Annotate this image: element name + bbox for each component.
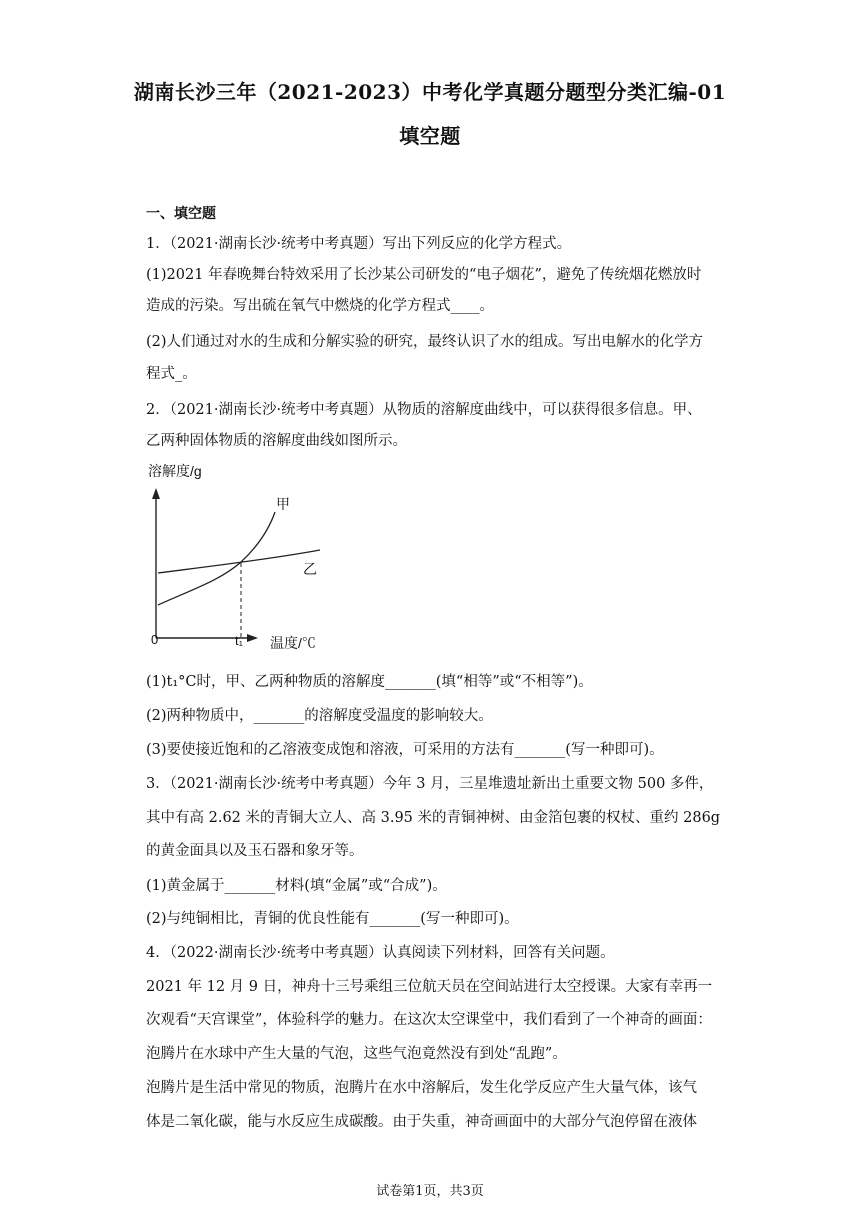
x-axis-label: 温度/℃ bbox=[270, 635, 316, 651]
text-line: (3)要使接近饱和的乙溶液变成饱和溶液，可采用的方法有_______(写一种即可)。 bbox=[146, 742, 664, 758]
text-line: 3．（2021·湖南长沙·统考中考真题）今年 3 月，三星堆遗址新出土重要文物 500 多件， bbox=[146, 776, 714, 792]
curve-jia bbox=[158, 512, 275, 605]
text-line: 次观看“天宫课堂”，体验科学的魅力。在这次太空课堂中，我们看到了一个神奇的画面： bbox=[146, 1012, 712, 1028]
y-axis-arrow bbox=[152, 488, 160, 499]
text-line: (2)两种物质中，_______的溶解度受温度的影响较大。 bbox=[146, 708, 493, 724]
y-axis-label: 溶解度/g bbox=[148, 463, 202, 479]
origin-label: 0 bbox=[151, 632, 159, 647]
solubility-curve-figure bbox=[146, 462, 326, 652]
text-line: 程式_。 bbox=[146, 366, 197, 382]
text-line: 泡腾片是生活中常见的物质，泡腾片在水中溶解后，发生化学反应产生大量气体，该气 bbox=[146, 1080, 697, 1096]
doc-title: 湖南长沙三年（2021-2023）中考化学真题分题型分类汇编-01 bbox=[133, 80, 727, 104]
x-axis-arrow bbox=[247, 634, 258, 642]
text-line: 体是二氧化碳，能与水反应生成碳酸。由于失重，神奇画面中的大部分气泡停留在液体 bbox=[146, 1114, 697, 1130]
text-line: 2．（2021·湖南长沙·统考中考真题）从物质的溶解度曲线中，可以获得很多信息。甲、 bbox=[146, 402, 702, 418]
text-line: 其中有高 2.62 米的青铜大立人、高 3.95 米的青铜神树、由金箔包裹的权杖、重约 286g bbox=[146, 810, 721, 826]
text-line: (1)黄金属于_______材料(填“金属”或“合成”)。 bbox=[146, 878, 447, 894]
page-footer: 试卷第1页，共3页 bbox=[376, 1184, 484, 1199]
text-line: (1)2021 年春晚舞台特效采用了长沙某公司研发的“电子烟花”，避免了传统烟花燃放时 bbox=[146, 267, 702, 283]
doc-subtitle: 填空题 bbox=[399, 124, 461, 148]
text-line: 造成的污染。写出硫在氧气中燃烧的化学方程式____。 bbox=[146, 298, 494, 314]
text-line: 泡腾片在水球中产生大量的气泡，这些气泡竟然没有到处“乱跑”。 bbox=[146, 1046, 567, 1062]
text-line: 2021 年 12 月 9 日，神舟十三号乘组三位航天员在空间站进行太空授课。大家有幸再一 bbox=[146, 979, 713, 995]
curve-jia-label: 甲 bbox=[276, 496, 290, 512]
text-line: (1)t₁°C时，甲、乙两种物质的溶解度_______(填“相等”或“不相等”)。 bbox=[146, 674, 593, 690]
text-line: (2)与纯铜相比，青铜的优良性能有_______(写一种即可)。 bbox=[146, 911, 519, 927]
text-line: 乙两种固体物质的溶解度曲线如图所示。 bbox=[146, 433, 407, 449]
section-heading: 一、填空题 bbox=[146, 206, 216, 222]
curve-yi bbox=[158, 550, 320, 573]
t1-tick-label: t₁ bbox=[235, 633, 243, 648]
text-line: 1．（2021·湖南长沙·统考中考真题）写出下列反应的化学方程式。 bbox=[146, 236, 572, 252]
text-line: (2)人们通过对水的生成和分解实验的研究，最终认识了水的组成。写出电解水的化学方 bbox=[146, 334, 704, 350]
text-line: 4．（2022·湖南长沙·统考中考真题）认真阅读下列材料，回答有关问题。 bbox=[146, 945, 615, 961]
text-line: 的黄金面具以及玉石器和象牙等。 bbox=[146, 843, 364, 859]
curve-yi-label: 乙 bbox=[303, 561, 317, 577]
